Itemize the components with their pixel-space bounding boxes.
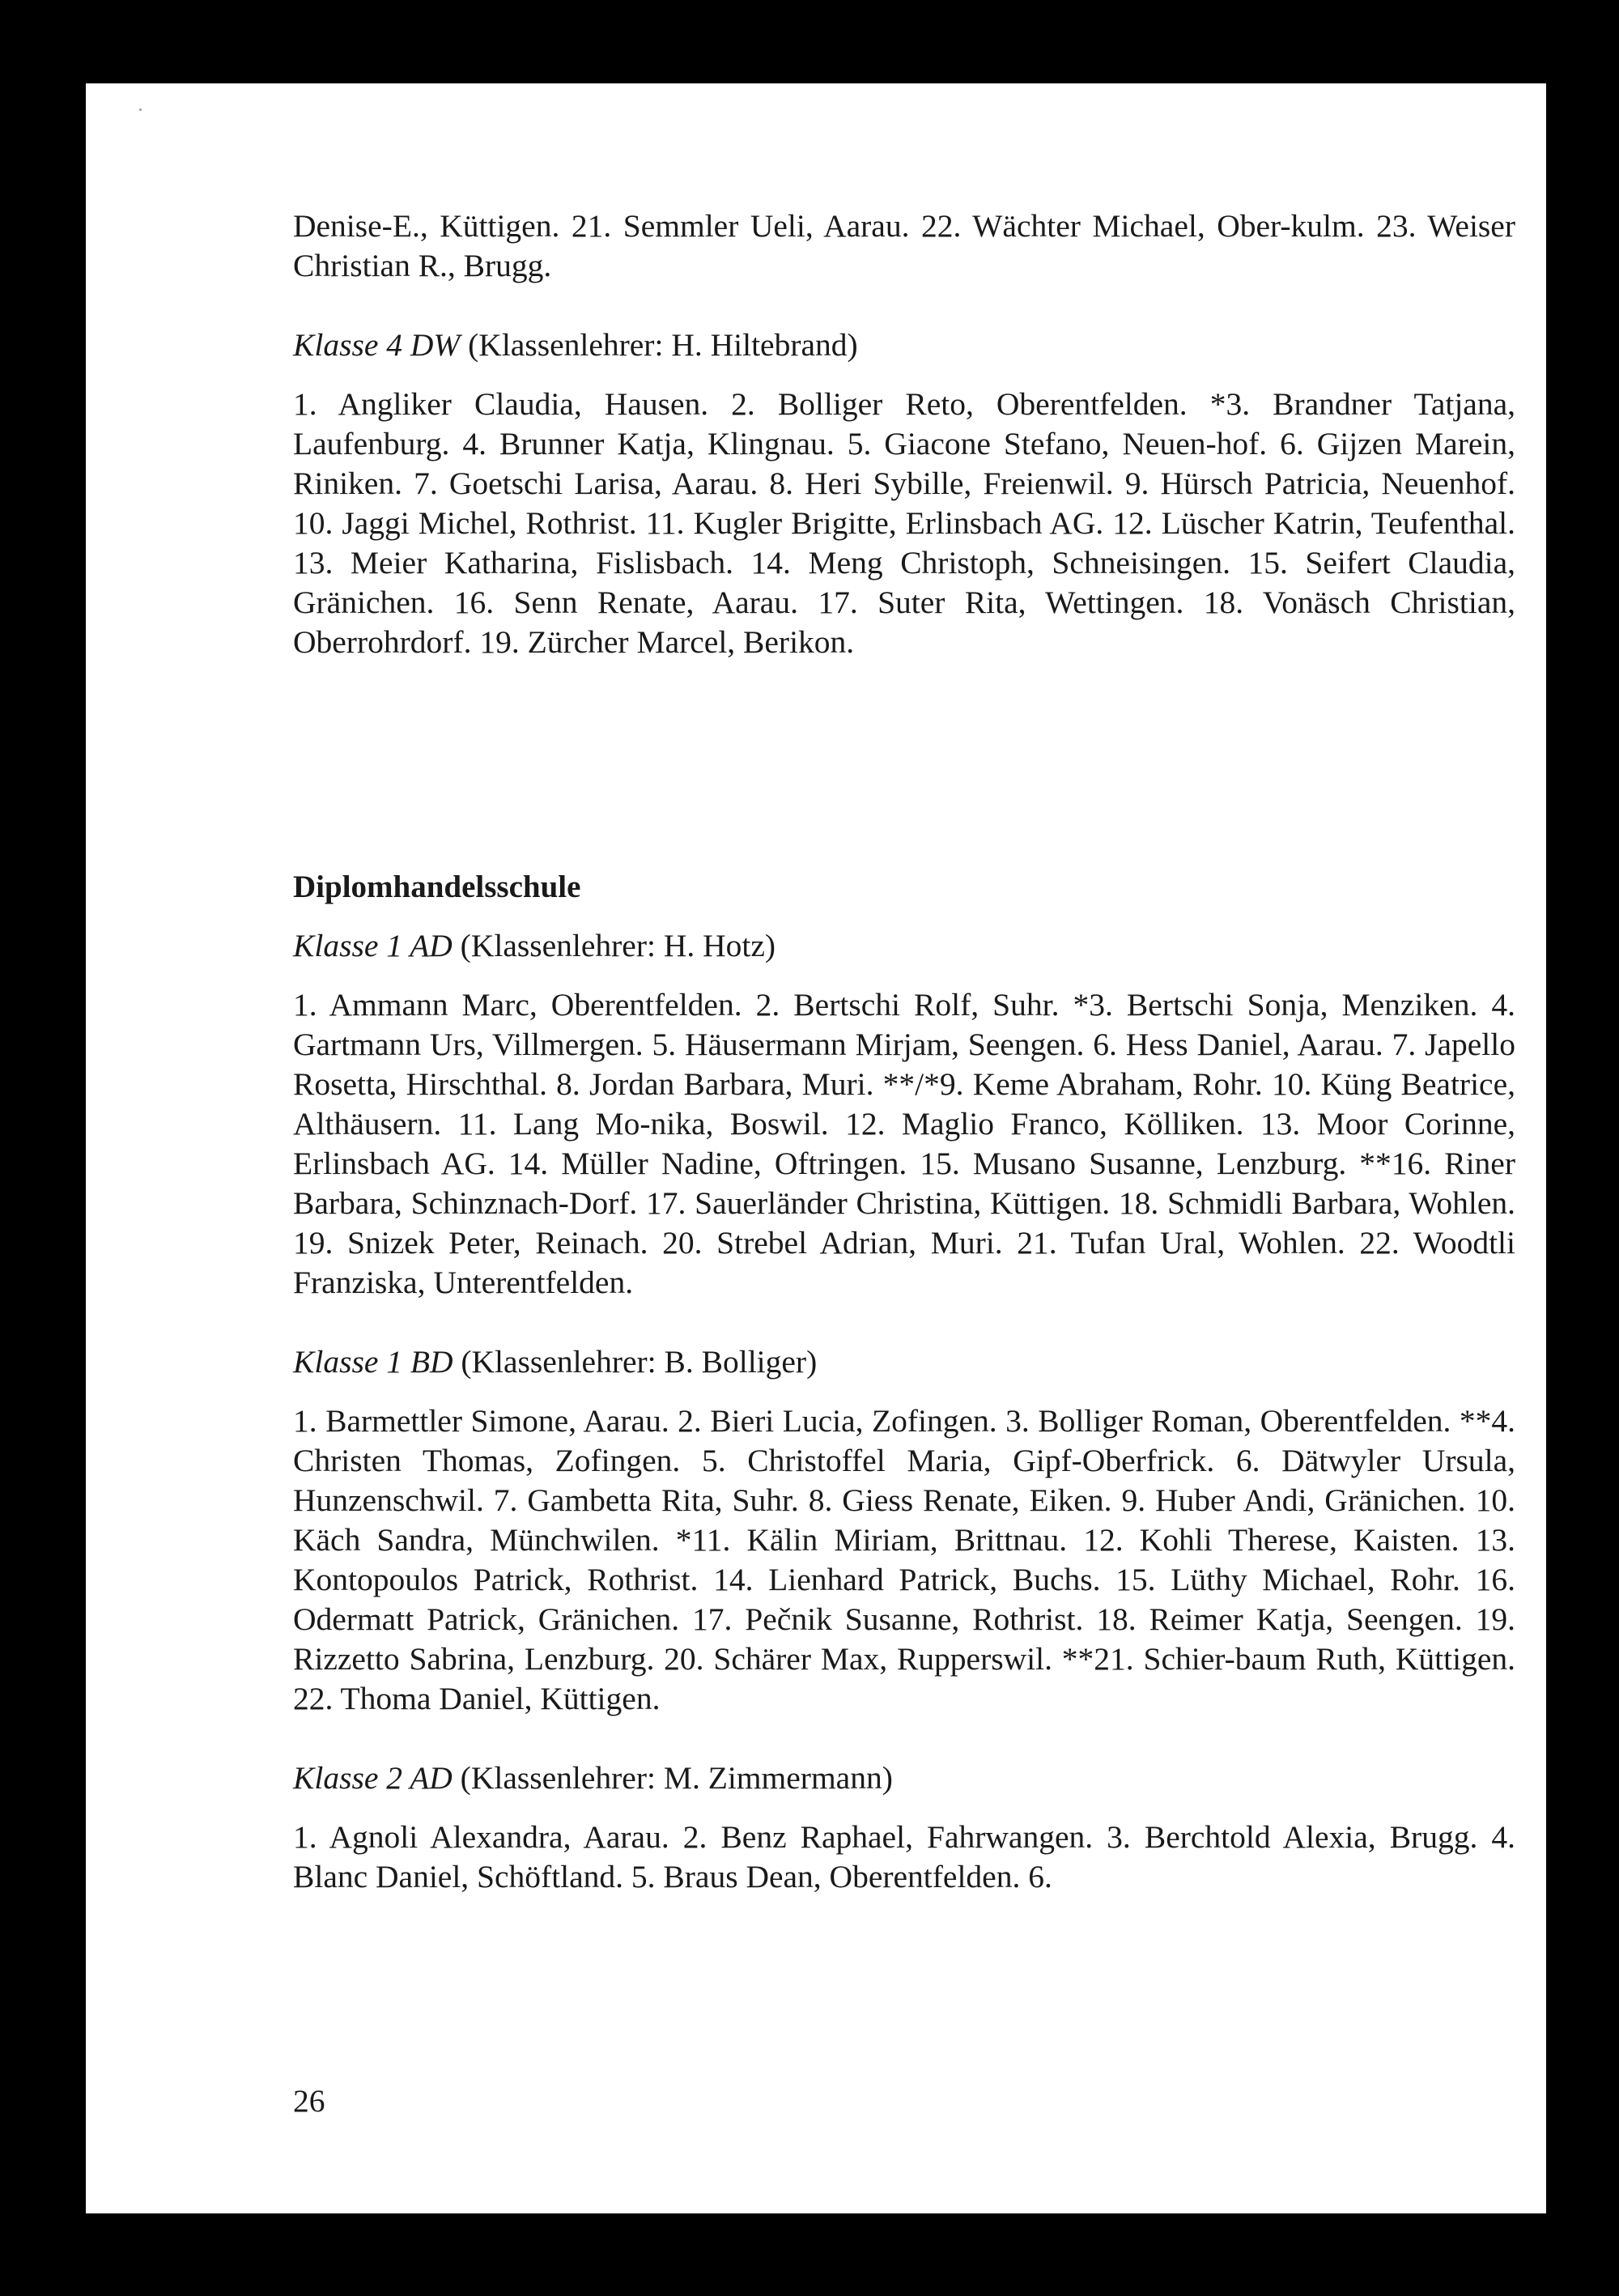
page-content (293, 206, 1515, 1897)
page-number: 26 (293, 2083, 325, 2119)
klasse-2ad-students: 1. Agnoli Alexandra, Aarau. 2. Benz Raphael, Fahrwangen. 3. Berchtold Alexia, Brugg. 4. Blanc Daniel, Schöftland. 5. Braus Dean, Oberentfelden. 6. (293, 1819, 1515, 1894)
scan-speck (139, 108, 142, 111)
intro-paragraph: Denise-E., Küttigen. 21. Semmler Ueli, Aarau. 22. Wächter Michael, Ober-kulm. 23. Weiser Christian R., Brugg. (293, 208, 1515, 283)
klasse-1ad-students: 1. Ammann Marc, Oberentfelden. 2. Bertschi Rolf, Suhr. *3. Bertschi Sonja, Menziken. 4. Gartmann Urs, Villmergen. 5. Häusermann Mirjam, Seengen. 6. Hess Daniel, Aarau. 7. Japello Rosetta, Hirschthal. 8. Jordan Barbara, Muri. **/*9. Keme Abraham, Rohr. 10. Küng Beatrice, Althäusern. 11. Lang Mo-nika, Boswil. 12. Maglio Franco, Kölliken. 13. Moor Corinne, Erlinsbach AG. 14. Müller Nadine, Oftringen. 15. Musano Susanne, Lenzburg. **16. Riner Barbara, Schinznach-Dorf. 17. Sauerländer Christina, Küttigen. 18. Schmidli Barbara, Wohlen. 19. Snizek Peter, Reinach. 20. Strebel Adrian, Muri. 21. Tufan Ural, Wohlen. 22. Woodtli Franziska, Unterentfelden. (293, 987, 1515, 1300)
klasse-2ad-name: Klasse 2 AD (293, 1760, 453, 1796)
klasse-4dw-heading (293, 325, 1515, 365)
klasse-1ad-heading (293, 926, 1515, 966)
klasse-2ad-heading (293, 1758, 1515, 1798)
klasse-1bd-name: Klasse 1 BD (293, 1344, 453, 1380)
klasse-1bd-teacher: (Klassenlehrer: B. Bolliger) (461, 1344, 818, 1380)
klasse-1ad-teacher: (Klassenlehrer: H. Hotz) (460, 928, 776, 963)
document-page (86, 83, 1546, 2213)
klasse-1ad-name: Klasse 1 AD (293, 928, 453, 963)
klasse-1bd-heading (293, 1342, 1515, 1382)
section-title: Diplomhandelsschule (293, 870, 581, 904)
klasse-2ad-teacher: (Klassenlehrer: M. Zimmermann) (460, 1760, 893, 1796)
klasse-4dw-students: 1. Angliker Claudia, Hausen. 2. Bolliger Reto, Oberentfelden. *3. Brandner Tatjana, Laufenburg. 4. Brunner Katja, Klingnau. 5. Giacone Stefano, Neuen-hof. 6. Gijzen Marein, Riniken. 7. Goetschi Larisa, Aarau. 8. Heri Sybille, Freienwil. 9. Hürsch Patricia, Neuenhof. 10. Jaggi Michel, Rothrist. 11. Kugler Brigitte, Erlinsbach AG. 12. Lüscher Katrin, Teufenthal. 13. Meier Katharina, Fislisbach. 14. Meng Christoph, Schneisingen. 15. Seifert Claudia, Gränichen. 16. Senn Renate, Aarau. 17. Suter Rita, Wettingen. 18. Vonäsch Christian, Oberrohrdorf. 19. Zürcher Marcel, Berikon. (293, 386, 1515, 660)
klasse-4dw-teacher: (Klassenlehrer: H. Hiltebrand) (468, 327, 858, 363)
klasse-4dw-name: Klasse 4 DW (293, 327, 461, 363)
klasse-1bd-students: 1. Barmettler Simone, Aarau. 2. Bieri Lucia, Zofingen. 3. Bolliger Roman, Oberentfelden. **4. Christen Thomas, Zofingen. 5. Christoffel Maria, Gipf-Oberfrick. 6. Dätwyler Ursula, Hunzenschwil. 7. Gambetta Rita, Suhr. 8. Giess Renate, Eiken. 9. Huber Andi, Gränichen. 10. Käch Sandra, Münchwilen. *11. Kälin Miriam, Brittnau. 12. Kohli Therese, Kaisten. 13. Kontopoulos Patrick, Rothrist. 14. Lienhard Patrick, Buchs. 15. Lüthy Michael, Rohr. 16. Odermatt Patrick, Gränichen. 17. Pečnik Susanne, Rothrist. 18. Reimer Katja, Seengen. 19. Rizzetto Sabrina, Lenzburg. 20. Schärer Max, Rupperswil. **21. Schier-baum Ruth, Küttigen. 22. Thoma Daniel, Küttigen. (293, 1403, 1515, 1716)
